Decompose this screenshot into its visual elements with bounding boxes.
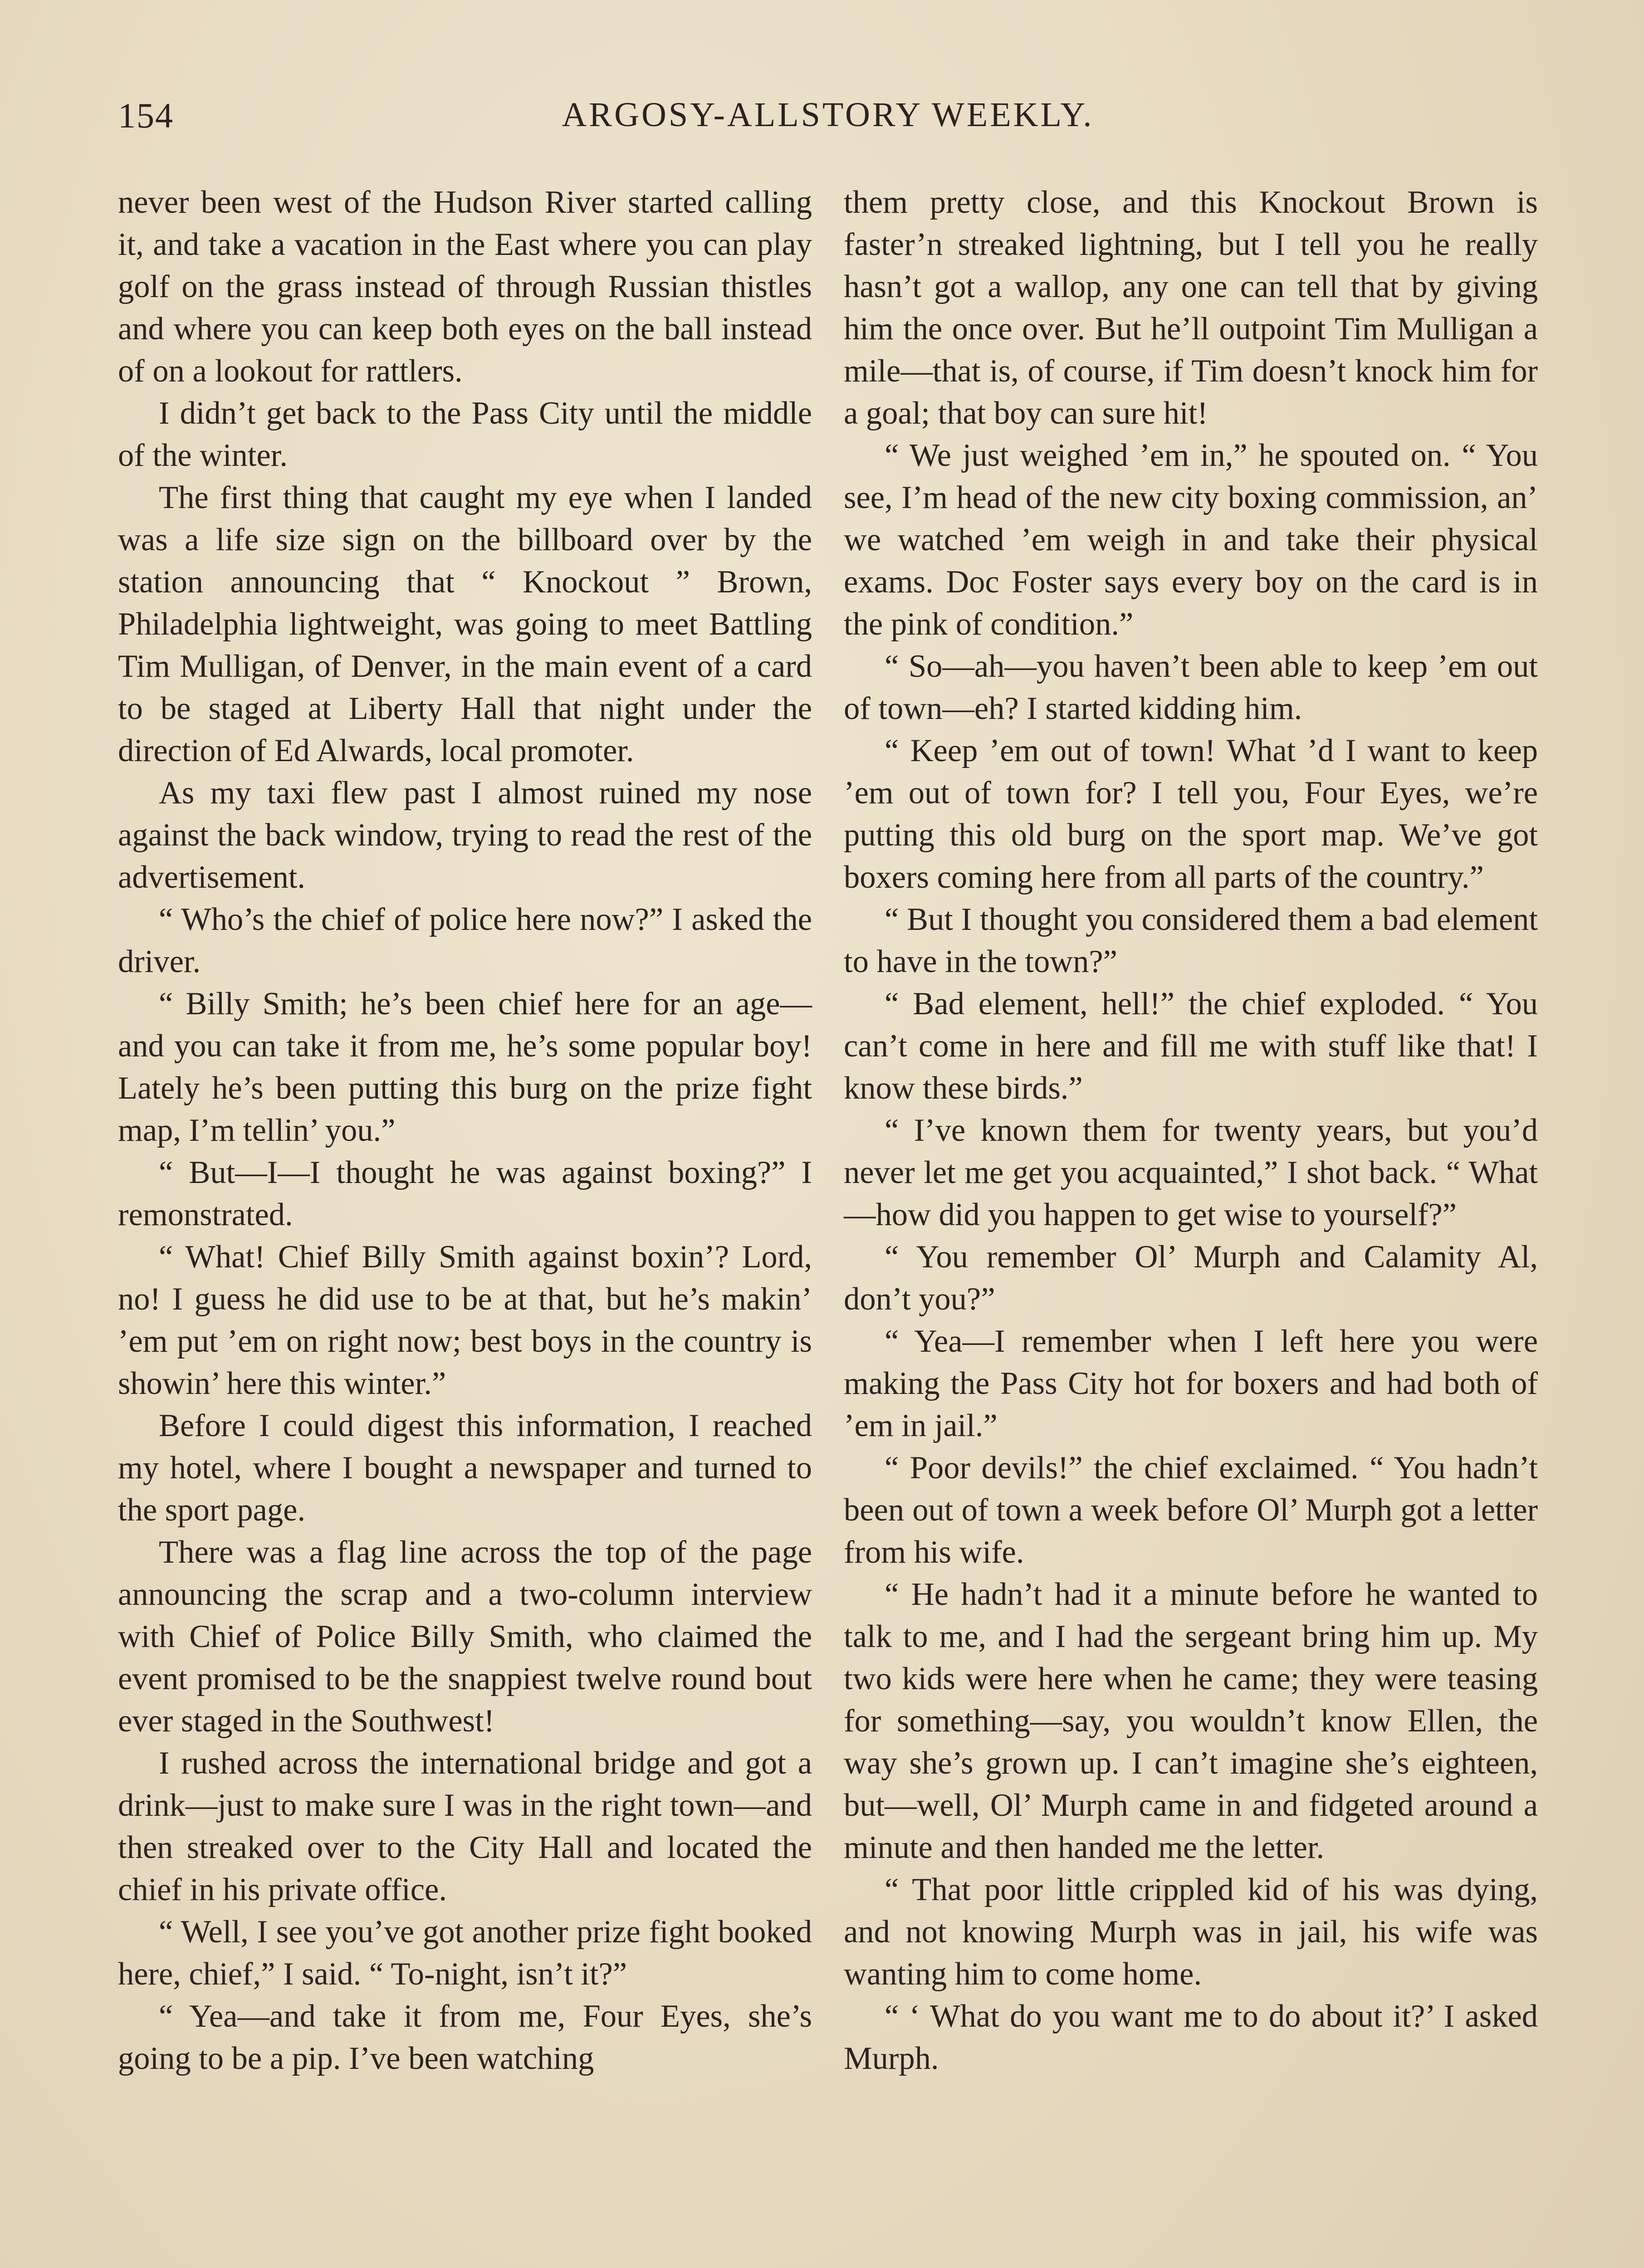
paragraph: “ Who’s the chief of police here now?” I asked the driver. <box>118 902 812 979</box>
paragraph: “ You remember Ol’ Murph and Calamity Al, don’t you?” <box>844 1239 1538 1317</box>
paragraph: “ Poor devils!” the chief exclaimed. “ You hadn’t been out of town a week before Ol’ Murph got a letter from his wife. <box>844 1450 1538 1570</box>
paragraph: “ Bad element, hell!” the chief exploded. “ You can’t come in here and fill me with stuff like that! I know these birds.” <box>844 986 1538 1106</box>
paragraph: “ We just weighed ’em in,” he spouted on. “ You see, I’m head of the new city boxing commission, an’ we watched ’em weigh in and take their physical exams. Doc Foster says every boy on the card is in the pink of condition.” <box>844 438 1538 642</box>
paragraph: never been west of the Hudson River started calling it, and take a vacation in the East where you can play golf on the grass instead of through Russian thistles and where you can keep both eyes on the ball instead of on a lookout for rattlers. <box>118 185 812 389</box>
paragraph: “ Billy Smith; he’s been chief here for an age—and you can take it from me, he’s some popular boy! Lately he’s been putting this burg on the prize fight map, I’m tellin’ you.” <box>118 986 812 1148</box>
paragraph: I didn’t get back to the Pass City until the middle of the winter. <box>118 396 812 473</box>
left-column <box>118 181 812 2268</box>
paragraph: “ That poor little crippled kid of his was dying, and not knowing Murph was in jail, his wife was wanting him to come home. <box>844 1872 1538 1992</box>
page-header <box>118 95 1538 154</box>
paragraph: “ Yea—I remember when I left here you were making the Pass City hot for boxers and had both of ’em in jail.” <box>844 1324 1538 1443</box>
paragraph: Before I could digest this information, I reached my hotel, where I bought a newspaper and turned to the sport page. <box>118 1408 812 1528</box>
paragraph: As my taxi flew past I almost ruined my nose against the back window, trying to read the rest of the advertisement. <box>118 775 812 895</box>
paragraph: “ ‘ What do you want me to do about it?’ I asked Murph. <box>844 1999 1538 2076</box>
paragraph: “ He hadn’t had it a minute before he wanted to talk to me, and I had the sergeant bring him up. My two kids were here when he came; they were teasing for something—say, you wouldn’t know Ellen, the way she’s grown up. I can’t imagine she’s eighteen, but—well, Ol’ Murph came in and fidgeted around a minute and then handed me the letter. <box>844 1577 1538 1865</box>
right-column <box>844 181 1538 2268</box>
paragraph: The first thing that caught my eye when I landed was a life size sign on the billboard over by the station announcing that “ Knockout ” Brown, Philadelphia lightweight, was going to meet Battling Tim Mulligan, of Denver, in the main event of a card to be staged at Liberty Hall that night under the direction of Ed Alwards, local promoter. <box>118 480 812 768</box>
page-number: 154 <box>118 96 174 135</box>
paragraph: “ I’ve known them for twenty years, but you’d never let me get you acquainted,” I shot back. “ What—how did you happen to get wise to yourself?” <box>844 1113 1538 1232</box>
paragraph: “ Keep ’em out of town! What ’d I want to keep ’em out of town for? I tell you, Four Eyes, we’re putting this old burg on the sport map. We’ve got boxers coming here from all parts of the country.” <box>844 733 1538 895</box>
running-head: ARGOSY-ALLSTORY WEEKLY. <box>562 96 1094 134</box>
paragraph: “ Yea—and take it from me, Four Eyes, she’s going to be a pip. I’ve been watching <box>118 1999 812 2076</box>
paragraph: There was a flag line across the top of the page announcing the scrap and a two-column interview with Chief of Police Billy Smith, who claimed the event promised to be the snappiest twelve round bout ever staged in the Southwest! <box>118 1535 812 1739</box>
paragraph: “ Well, I see you’ve got another prize fight booked here, chief,” I said. “ To-night, isn’t it?” <box>118 1914 812 1992</box>
paragraph: “ So—ah—you haven’t been able to keep ’em out of town—eh? I started kidding him. <box>844 649 1538 726</box>
article-body <box>118 181 1538 2268</box>
paragraph: them pretty close, and this Knockout Brown is faster’n streaked lightning, but I tell you he really hasn’t got a wallop, any one can tell that by giving him the once over. But he’ll outpoint Tim Mulligan a mile—that is, of course, if Tim doesn’t knock him for a goal; that boy can sure hit! <box>844 185 1538 431</box>
paragraph: “ But—I—I thought he was against boxing?” I remonstrated. <box>118 1155 812 1232</box>
paragraph: “ But I thought you considered them a bad element to have in the town?” <box>844 902 1538 979</box>
paragraph: I rushed across the international bridge and got a drink—just to make sure I was in the right town—and then streaked over to the City Hall and located the chief in his private office. <box>118 1745 812 1907</box>
paragraph: “ What! Chief Billy Smith against boxin’? Lord, no! I guess he did use to be at that, but he’s makin’ ’em put ’em on right now; best boys in the country is showin’ here this winter.” <box>118 1239 812 1401</box>
